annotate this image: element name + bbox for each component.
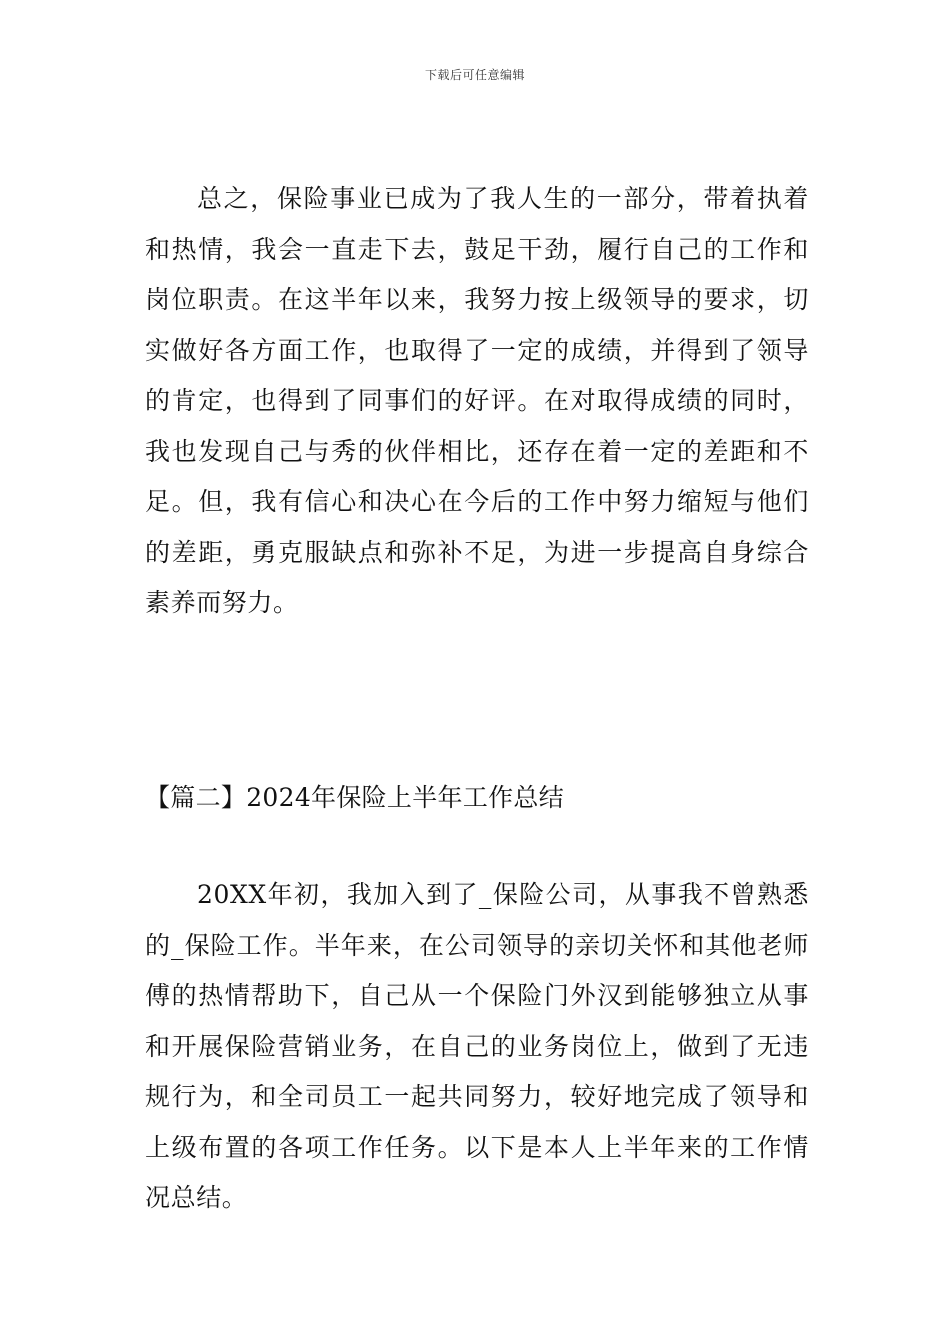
section2-intro-paragraph: 20XX年初，我加入到了_保险公司，从事我不曾熟悉的_保险工作。半年来，在公司领导的亲切关怀和其他老师傅的热情帮助下，自己从一个保险门外汉到能够独立从事和开展保险营销业务，在自己的业务岗位上，做到了无违规行为，和全司员工一起共同努力，较好地完成了领导和上级布置的各项工作任务。以下是本人上半年来的工作情况总结。 (145, 880, 809, 1212)
page-header: 下载后可任意编辑 (424, 68, 525, 82)
conclusion-paragraph: 总之，保险事业已成为了我人生的一部分，带着执着和热情，我会一直走下去，鼓足干劲，履行自己的工作和岗位职责。在这半年以来，我努力按上级领导的要求，切实做好各方面工作，也取得了一定的成绩，并得到了领导的肯定，也得到了同事们的好评。在对取得成绩的同时，我也发现自己与秀的伙伴相比，还存在着一定的差距和不足。但，我有信心和决心在今后的工作中努力缩短与他们的差距，勇克服缺点和弥补不足，为进一步提高自身综合素养而努力。 (145, 184, 809, 617)
section-heading: 【篇二】2024年保险上半年工作总结 (145, 783, 565, 812)
